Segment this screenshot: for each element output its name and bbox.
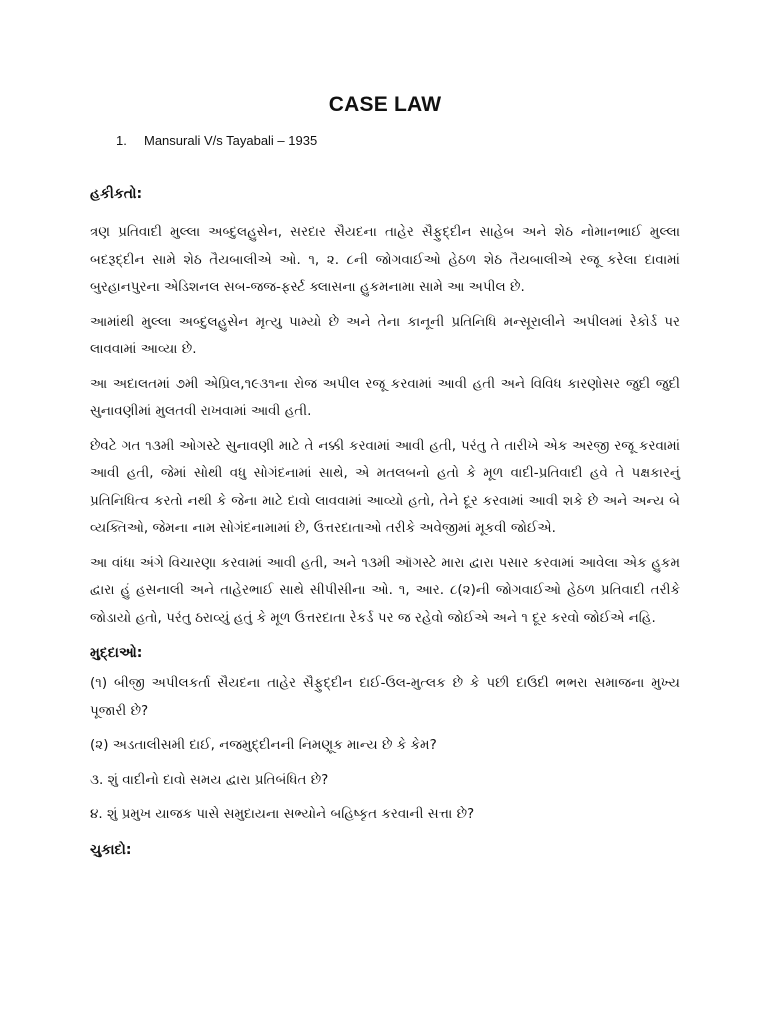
issues-heading: મુદ્દાઓ: [90,645,143,661]
issue-item: ૪. શું પ્રમુખ યાજક પાસે સમુદાયના સભ્યોને બહિષ્કૃત કરવાની સત્તા છે? [90,806,475,822]
paragraph-application: છેવટે ગત ૧૩મી ઓગસ્ટે સુનાવણી માટે તે નક્કી કરવામાં આવી હતી, પરંતુ તે તારીખે એક અરજી રજૂ કરવામાં આવી હતી, જેમાં સોથી વધુ સોગંદનામાં સાથે, એ મતલબનો હતો કે મૂળ વાદી-પ્રતિવાદી હવે તે પક્ષકારનું પ્રતિનિધિત્વ કરતો નથી કે જેના માટે દાવો લાવવામાં આવ્યો હતો, તેને દૂર કરવામાં આવી શકે છે અને અન્ય બે વ્યક્તિઓ, જેમના નામ સોગંદનામામાં છે, ઉત્તરદાતાઓ તરીકે અવેજીમાં મૂકવી જોઈએ. [90,437,680,536]
facts-heading: હકીકતો: [90,186,143,202]
paragraph-adjournment: આ અદાલતમાં ૭મી એપ્રિલ,૧૯૩૧ના રોજ અપીલ રજૂ કરવામાં આવી હતી અને વિવિધ કારણોસર જુદી જુદી સુનાવણીમાં મુલતવી રાખવામાં આવી હતી. [90,375,680,419]
paragraph-objection: આ વાંધા અંગે વિચારણા કરવામાં આવી હતી, અને ૧૩મી ઑગસ્ટે મારા દ્વારા પસાર કરવામાં આવેલા એક હુકમ દ્વારા હું હસનાલી અને તાહેરભાઈ સાથે સીપીસીના ઓ. ૧, આર. ૮(૨)ની જોગવાઈઓ હેઠળ પ્રતિવાદી તરીકે જોડાયો હતો, પરંતુ ઠરાવ્યું હતું કે મૂળ ઉત્તરદાતા રેકર્ડ પર જ રહેવો જોઈએ અને ૧ દૂર કરવો જોઈએ નહિ. [90,554,680,626]
issue-item: ૩. શું વાદીનો દાવો સમય દ્વારા પ્રતિબંધિત છે? [90,771,329,788]
paragraph-legal-representative: આમાંથી મુલ્લા અબ્દુલહુસેન મૃત્યુ પામ્યો છે અને તેના કાનૂની પ્રતિનિધિ મન્સૂરાલીને અપીલમાં રેકોર્ડ પર લાવવામાં આવ્યા છે. [90,313,680,357]
judgment-heading: ચુકાદો: [90,841,132,858]
case-list-number: 1. [116,133,127,148]
paragraph-appeal: ત્રણ પ્રતિવાદી મુલ્લા અબ્દુલહુસેન, સરદાર સૈયદના તાહેર સૈફુદ્દીન સાહેબ અને શેઠ નોમાનભાઈ મુલ્લા બદરૂદ્દીન સામે શેઠ તૈયબાલીએ ઓ. ૧, ૨. ૮ની જોગવાઈઓ હેઠળ શેઠ તૈયબાલીએ રજૂ કરેલા દાવામાં બુરહાનપુરના એડિશનલ સબ-જજ-ફર્સ્ટ ક્લાસના હુકમનામા સામે આ અપીલ છે. [90,224,680,295]
case-list-text: Mansurali V/s Tayabali – 1935 [144,133,318,148]
issue-item: (૨) અડતાલીસમી દાઈ, નજમુદ્દીનની નિમણૂક માન્ય છે કે કેમ? [90,737,437,753]
issue-item: (૧) બીજી અપીલકર્તા સૈયદના તાહેર સૈફુદ્દીન દાઈ-ઉલ-મુત્લક છે કે પછી દાઉદી ભભરા સમાજના મુખ્ય પૂજારી છે? [90,675,680,719]
document-title: CASE LAW [328,93,442,116]
case-list-item [116,132,680,150]
